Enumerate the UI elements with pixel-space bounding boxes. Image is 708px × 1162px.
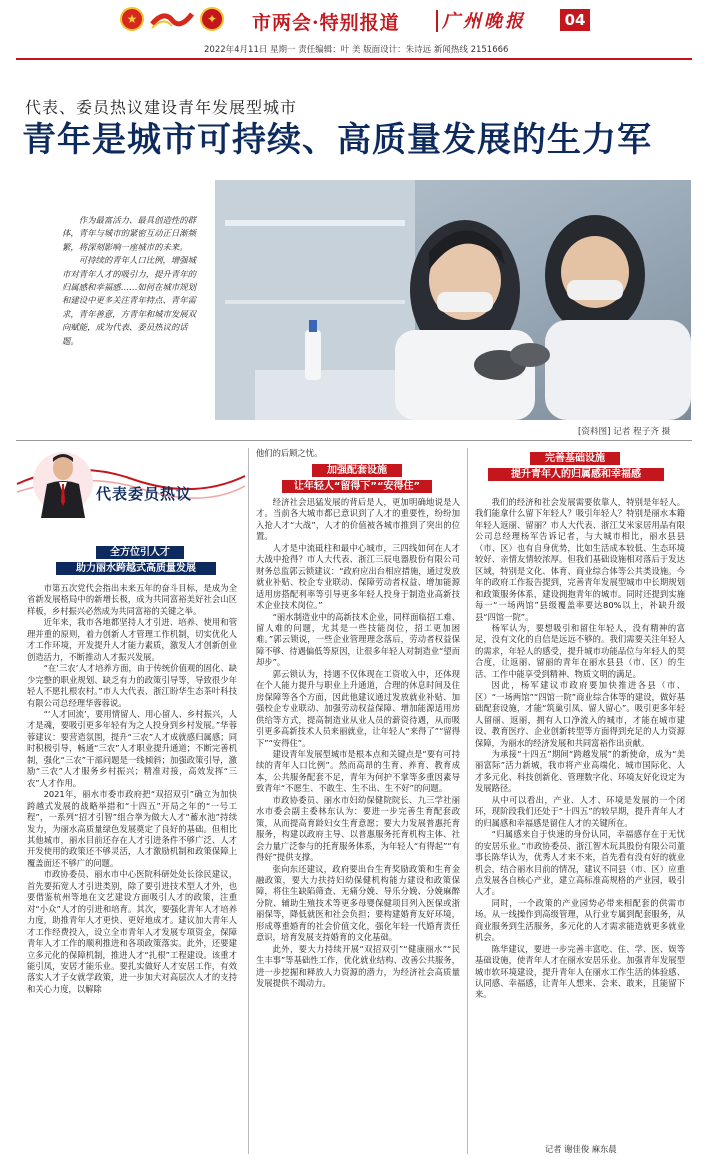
section2-title-b: 让年轻人“留得下”“安得住” — [282, 480, 432, 493]
ribbon-icon — [150, 6, 194, 32]
subheadline: 代表、委员热议建设青年发展型城市 — [25, 98, 298, 117]
column-divider — [467, 448, 468, 1154]
body-paragraph: 为承接“十四五”期间“跨越发展”的新使命，成为“美丽富际”活力新城，我市将产业高端化、城市国际化、人才多元化、科技创新化、管理数字化、环境友好化设定为发展路径。 — [475, 748, 685, 794]
body-paragraph: 2021年，丽水市委市政府把“双招双引”确立为加快跨越式发展的战略举措和“十四五”开局之年的“一号工程”，一系列“招才引智”组合拳为做大人才“蓄水池”持续发力，为丽水高质量绿色发展奠定了良好的基础。但相比其他城市，丽水目前还存在人才引进条件不够广泛、人才开发使用的政策还不够灵活，人才激励机制和政策保障上覆盖面还不够广的问题。 — [27, 789, 237, 868]
section1-title-a: 全方位引人才 — [96, 546, 184, 559]
masthead-divider — [436, 10, 438, 32]
photo-caption: [资料图] 记者 程子齐 摄 — [578, 427, 671, 437]
body-paragraph: 杨军认为，要想吸引和留住年轻人，没有精神的富足，没有文化的自信是远远不够的。我们需要关注年轻人的需求，年轻人的感受，提升城市功能品位与年轻人的契合度，让返丽、留丽的青年在丽水县县（市、区）的生活、工作中能享受到精神、物质文明的满足。 — [475, 622, 685, 679]
badge-label: 代表委员热议 — [96, 485, 193, 503]
body-paragraph: 同时，一个政策的产业园势必带来相配套的供需市场。从一线操作到高级管理，从行业专属到配套服务，从商业服务到生活服务，多元化的人才需求能造就更多就业机会。 — [475, 897, 685, 943]
body-paragraph: 张向东还建议，政府要出台生育奖励政策和生育金融政策，要大力扶持妇幼保健机构能力建设和政策保障，将住生缺陷筛查、无痛分娩、导乐分娩、分娩麻醉分院、辅助生殖技术等更多母婴保健项目列入医保或浙丽保等，降低就医和社会负担；要构建婚育友好环境，形成尊重婚育的社会价值文化，强化年轻一代婚育责任意识，培育发展支持婚育的文化基础。 — [256, 863, 460, 943]
column-2-continuation: 他们的后顾之忧。 — [256, 448, 323, 458]
lab-photo — [215, 180, 691, 420]
column-1 — [27, 583, 237, 995]
column-2 — [256, 497, 460, 989]
body-paragraph: 郭云锁认为，持遇不仅体现在工资收入中，还体现在个人能力提升与职业上升通道，合理的休息时间及住房保障等各个方面，因此他建议通过发放就业补贴、加强校企专业联动、加强劳动权益保障、增加能源适用房供给等方式，提高制造业从业人员的薪资待遇，从而吸引更多高新技术人员来丽就业，让年轻人“来得了”“留得下”“安得住”。 — [256, 668, 460, 748]
body-paragraph: 市第五次党代会指出未来五年的奋斗目标，是成为全省新发展格局中的新增长极，成为共同富裕美好社会山区样板，乡村振兴必然成为共同富裕的关键之举。 — [27, 583, 237, 616]
body-paragraph: “丽水制造业中的高新技术企业，同样面临招工难、留人难的问题，尤其是一些技能岗位，招工更加困难。”郭云锁说，一些企业管理理念落后，劳动者权益保障不够、待遇偏低等原因，让很多年轻人对制造业“望而却步”。 — [256, 611, 460, 668]
body-paragraph: 从中可以看出，产业、人才、环境是发展的一个闭环，现阶段我们还处于“十四五”的较早期，提升青年人才的归属感和幸福感是留住人才的关键所在。 — [475, 794, 685, 828]
page-number: 04 — [560, 9, 590, 31]
body-paragraph: “归属感来自于快速的身份认同，幸福感存在于无忧的安居乐业。”市政协委员、浙江智木玩具股份有限公司董事长陈华认为，优秀人才来不来，首先看有没有好的就业机会，结合丽水目前的情况，建议不同县（市、区）应重点发展各自核心产业，建立高标准高规格的产业园，吸引人才。 — [475, 829, 685, 897]
headline: 青年是城市可持续、高质量发展的生力军 — [22, 120, 652, 160]
lead-paragraph: 可持续的青年人口比例，增强城市对青年人才的吸引力，提升青年的归属感和幸福感……如何在城市规划和建设中更多关注青年特点、青年需求，青年善意，方青年和城市发展双向赋能，成为代表、委员热议的话题。 — [62, 255, 197, 346]
body-paragraph: 经济社会迅猛发展的背后是人，更加明确地说是人才。当前各大城市都已意识到了人才的重要性，纷纷加入抢人才“大战”，人才的价值被各城市推到了突出的位置。 — [256, 497, 460, 542]
section3-title-b: 提升青年人的归属感和幸福感 — [488, 468, 664, 481]
section3-title-a: 完善基础设施 — [530, 452, 620, 465]
body-paragraph: 此外，要大力持续开展“双招双引”“健康丽水”“民生丰事”等基础性工作，优化就业结构、改善公共服务，进一步挖掘和释放人力资源的潜力，为经济社会高质量发展提供不竭动力。 — [256, 943, 460, 989]
body-paragraph: “在‘三农’人才培养方面，由于传统价值观的固化、缺少完整的职业规划、缺乏有力的政策引导等，导致很少年轻人不愿扎根农村。”市人大代表、浙江盼华生态茶叶科技有限公司总经理华蓉蓉说。 — [27, 663, 237, 708]
column-3 — [475, 497, 685, 1001]
body-paragraph: 市政协委员、丽水市妇幼保健院院长、九三学社丽水市委会副主委林东认为：要进一步完善生育配套政策，从而提高育龄妇女生育意愿；要大力发展普惠托育服务，构建以政府主导、以普惠服务托育机构主体、社会力量广泛参与的托育服务体系，为年轻人“有得起”“有得好”提供支撑。 — [256, 794, 460, 863]
section2-title-a: 加强配套设施 — [312, 464, 402, 477]
body-paragraph: 近年来，我市各地都坚持人才引进、培养、使用和管理并重的原则，着力创新人才管理工作机制，切实优化人才工作环境，开发提升人才能力素质，激发人才创新创业创造活力，不断推动人才振兴发展。 — [27, 617, 237, 662]
body-paragraph: 建设青年发展型城市是根本点和关键点是“要有可持续的青年人口比例”。然而高昂的生育、养育、教育成本，公共服务配套不足，青年为何护不掌等多重因素导致青年“不愿生、不敢生、生不出、生不好”的问题。 — [256, 748, 460, 794]
issue-line: 2022年4月11日 星期一 责任编辑：叶 美 版面设计：朱诗远 新闻热线 2151666 — [204, 45, 509, 55]
body-paragraph: “‘人才回流’，要用情留人、用心留人、乡村振兴，人才是魂，要吸引更多年轻有为之人投身到乡村发展。”华蓉蓉建议：要营造氛围，提升“三农”人才成就感归属感；同时积极引导，畅通“三农”人才职业提升通道；不断完善机制，强化“三农”干部问题是一线倾斜；加强政策引导，激励“三农”人才服务乡村振兴；精准对接，高效发挥“三农”人才作用。 — [27, 708, 237, 788]
lead-paragraphs — [62, 214, 198, 348]
body-paragraph: 市政协委员、丽水市中心医院科研处处长徐民建议，首先要拓宽人才引进类别，除了要引进技术型人才外，也要借鉴杭州等地在文艺建设方面吸引人才的政策，注重对“小众”人才的引进和培育。其次，要强化青年人才培养力度，助推青年人才更快、更好地成才。建议加大青年人才工作经费投入，设立全市青年人才发展专项资金，保障青年人才工作的顺利推进和各项政策落实。此外，还要建立多元化的保障机制，推进人才“扎根”工程建设。该重才能引凤，安居才能乐业。要扎实做好人才安居工作，有效落实人才子女就学政策，进一步加大对高层次人才的支持和关心力度，以解除 — [27, 869, 237, 994]
column-title: 市两会·特别报道 — [252, 12, 400, 34]
body-paragraph: 人才是中流砥柱和最中心城市，三四线如何在人才大战中抢得？市人大代表、浙江三辰电器股份有限公司财务总监郭云锁建议：“政府应出台相应措施，通过发放就业补贴、校企专业联动、保障劳动者权益、增加能源适用房搭配利率等引导更多年轻人投身于制造业高新技术企业技术岗位。” — [256, 542, 460, 611]
cppcc-emblem-icon: ✦ — [200, 7, 224, 31]
national-emblem-icon: ★ — [120, 7, 144, 31]
section1-title-b: 助力丽水跨越式高质量发展 — [56, 562, 216, 575]
byline: 记者 谢佳俊 麻东晨 — [545, 1144, 617, 1154]
masthead-rule — [16, 58, 692, 60]
paper-name: 广州晚报 — [442, 11, 526, 32]
column-divider — [248, 448, 249, 1154]
body-paragraph: 我们的经济和社会发展需要依靠人，特别是年轻人。我们能拿什么留下年轻人？吸引年轻人？特别是丽水本籍年轻人返丽、留丽？市人大代表、浙江艾米家居用品有限公司总经理杨军告诉记者，与大城市相比，丽水县县（市、区）也有自身优势，比如生活成本较低、生态环境较好、亲情友情较浓厚。但我们基础设施相对落后于发达区域，特别是文化、体育、商业综合体等公共类设施。今年的政府工作报告提到，完善青年发展型城市中长期规划和政策服务体系，建设拥抱青年的城市。同时还提到实施每一“一场两馆”县级覆盖率要达80%以上，补缺升级县“四馆一院”。 — [475, 497, 685, 622]
body-paragraph: 陈华建议，要进一步完善丰富吃、住、学、医、娱等基础设施，使青年人才在丽水安居乐业。加强青年发展型城市软环境建设，提升青年人在丽水工作生活的体验感、认同感、幸福感，让青年人想来、会来、敢来，且能留下来。 — [475, 943, 685, 1000]
body-paragraph: 因此，杨军建议市政府要加快推进各县（市、区）“一场两馆”“四馆一院”商业综合体等的建设，做好基础配套设施，才能“筑巢引凤、留人留心”。吸引更多年轻人留丽、返丽，拥有人口净流入的城市，才能在城市建设、教育医疗、企业创新转型等方面得到充足的人力资源保障，为丽水的经济发展和共同富裕作出贡献。 — [475, 680, 685, 748]
lead-paragraph: 作为最富活力、最具创造性的群体，青年与城市的紧密互动正日渐频繁，将深刻影响一座城市的未来。 — [62, 215, 197, 252]
section-rule — [16, 440, 692, 441]
